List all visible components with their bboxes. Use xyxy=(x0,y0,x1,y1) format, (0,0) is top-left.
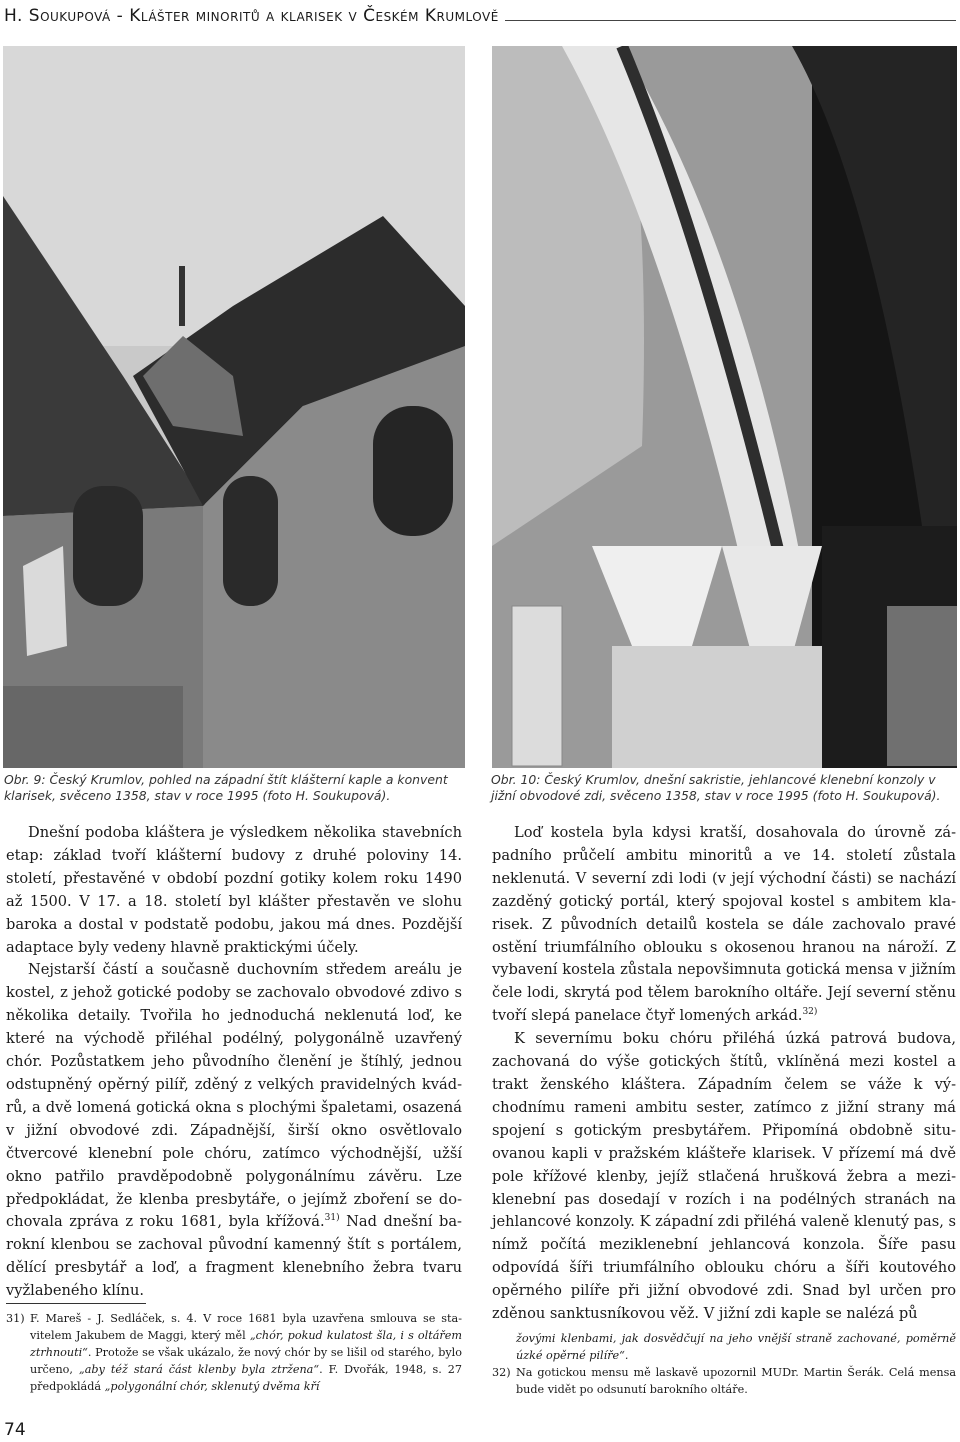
footnote-text: Na gotickou mensu mě laskavě upozornil MUDr. Martin Šerák. Celá mensa bude vidět po odsunutí barokního oltáře. xyxy=(516,1366,956,1397)
paragraph-text: Nejstarší částí a současně duchovním středem areálu je kostel, z jehož gotické podoby se zachovalo obvodové zdivo s několika detaily. Tvořila ho jednoduchá neklenutá loď, ke které na východě přiléhal podélný, polygonálně uzavřený chór. Pozůstatkem jeho původního členění je štíhlý, jednou odstupněný opěrný pilíř, zděný z velkých pravidelných kvádrů, a dvě lomená gotická okna s plochými špaletami, osazená v jižní obvodové zdi. Západnější, širší okno osvětlovalo čtvercové klenební pole chóru, zatímco východnější, užší okno patřilo pravděpodobně polygonálnímu závěru. Lze předpokládat, že klenba presbytáře, o jejímž zboření se dochovala zpráva z roku 1681, byla křížová. xyxy=(6,961,462,1231)
figure-10-caption: Obr. 10: Český Krumlov, dnešní sakristie, jehlancové klenební konzoly v jižní obvodové zdi, svěceno 1358, stav v roce 1995 (foto H. Soukupová). xyxy=(491,772,941,803)
photo-convent-exterior xyxy=(3,46,465,768)
footnotes-right xyxy=(492,1330,956,1398)
footnotes-left xyxy=(6,1310,462,1395)
footnote-quote: „chór, pokud kulatost šla, i s oltářem ztrhnouti“ xyxy=(30,1329,462,1360)
footnote-31-continued: žovými klenbami, jak dosvědčují na jeho vnější straně zachované, poměrně úzké opěrné pilíře“. xyxy=(516,1332,956,1363)
paragraph: K severnímu boku chóru přiléhá úzká patrová budova, zachovaná do výše gotických štítů, vklíněná mezi kostel a trakt ženského kláštera. Západním čelem se váže k východnímu rameni ambitu sester, zatímco z jižní strany má spojení s gotickým presbytářem. Připomíná obdobně situovanou kapli v pražském klášteře klarisek. V přízemí má dvě pole křížové klenby, jejíž stlačená hrušková žebra a meziklenební pas dosedají v rozích i na podélných stranách na jehlancové konzoly. K západní zdi přiléhá valeně klenutý pas, s nímž počítá meziklenební jehlancová konzola. Šíře pasu odpovídá šíři triumfálního oblouku chóru a šíři koutového opěrného pilíře při jižní obvodové zdi. Snad byl určen pro zděnou sanktusníkovou věž. V jižní zdi kaple se nalézá pů xyxy=(492,1030,956,1323)
footnote-number: 31) xyxy=(6,1312,25,1325)
footnote-quote: „polygonální chór, sklenutý dvěma kří xyxy=(104,1380,320,1394)
footnote-31 xyxy=(6,1310,462,1395)
figure-9-caption: Obr. 9: Český Krumlov, pohled na západní štít klášterní kaple a konvent klarisek, svěceno 1358, stav v roce 1995 (foto H. Soukupová). xyxy=(4,772,448,803)
header-title: H. Soukupová - Klášter minoritů a klarisek v Českém Krumlově xyxy=(4,6,499,26)
photo-sacristy-corbels xyxy=(492,46,957,768)
footnote-32 xyxy=(492,1364,956,1398)
footnote-quote: „aby též stará část klenby byla ztržena“ xyxy=(78,1363,320,1377)
footnote-text: . Protože se však ukázalo, že nový chór by se lišil od starého, bylo určeno, xyxy=(30,1346,462,1377)
footnote-divider xyxy=(6,1303,146,1304)
footnote-number: 32) xyxy=(492,1366,511,1380)
running-header xyxy=(4,2,956,32)
paragraph xyxy=(492,822,956,1028)
left-text-column xyxy=(6,822,462,1303)
right-text-column xyxy=(492,822,956,1326)
footnote-text: F. Mareš - J. Sedláček, s. 4. V roce 1681 byla uzavřena smlouva se stavitelem Jakubem de Maggi, který měl xyxy=(30,1312,462,1343)
footnote-ref: 32) xyxy=(802,1007,818,1018)
paragraph xyxy=(6,959,462,1303)
footnote-text: . F. Dvořák, 1948, s. 27 předpokládá xyxy=(30,1363,462,1394)
header-rule xyxy=(505,20,956,21)
paragraph-text-end: Nad dnešní barokní klenbou se zachoval původní kamenný štít s portálem, dělící presbytář a loď, a fragment klenebního žebra tvaru vyžlabeného klínu. xyxy=(6,1213,462,1300)
page-number: 74 xyxy=(4,1420,26,1440)
footnote-ref: 31) xyxy=(324,1213,340,1224)
paragraph: Dnešní podoba kláštera je výsledkem několika stavebních etap: základ tvoří klášterní budovy z druhé poloviny 14. století, přestavěné v období pozdní gotiky kolem roku 1490 až 1500. V 17. a 18. století byl klášter přestavěn ve slohu baroka a dostal v podstatě podobu, jakou má dnes. Pozdější adaptace byly vedeny hlavně praktickými účely. xyxy=(6,824,462,956)
paragraph-text: Loď kostela byla kdysi kratší, dosahovala do úrovně západního průčelí ambitu minoritů a ve 14. století zůstala neklenutá. V severní zdi lodi (v její východní části) se nachází zazděný gotický portál, který spojoval kostel s ambitem klarisek. Z původních detailů kostela se dále zachovalo pravé ostění triumfálního oblouku s okosenou hranou na nároží. Z vybavení kostela zůstala nepovšimnuta gotická mensa v jižním čele lodi, skrytá pod tělem barokního oltáře. Její severní stěnu tvoří slepá panelace čtyř lomených arkád. xyxy=(492,824,956,1025)
